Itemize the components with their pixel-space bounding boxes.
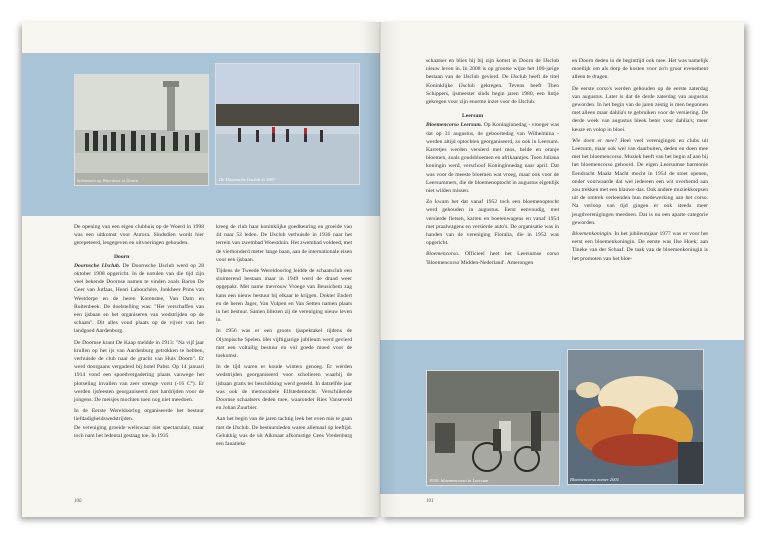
photo2-caption: De Doornsche IJsclub in 1997: [219, 177, 276, 182]
intro-paragraph: De opening van een eigen clubhuis op de Woerd in 1998 was een uitkomst voor Aurora. Sindsdien wordt hier gerepeteerd, lesgegeven en uitvoeringen gehouden.: [74, 224, 204, 247]
skating-historic-image: [75, 75, 208, 185]
right-page: [380, 22, 744, 517]
lead-wie-doen-mee: Wie doen er mee?: [572, 137, 618, 144]
bloemencorso-2001-image: [568, 350, 703, 484]
left-column-2: [216, 223, 352, 451]
photo-ijsclub-1997: [215, 63, 360, 185]
photo-bloemencorso-1930: [426, 370, 560, 486]
vereniging-paragraph: De vereniging groeide weliswaar niet spectaculair, maar toch nam het ledental gestaag toe. In 1935: [74, 424, 204, 439]
tachtig-paragraph: Aan het begin van de jaren tachtig leek het even mis te gaan met de IJsclub. De bestuursleden waren allemaal op leeftijd. Gelukkig was de uit Alkmaar afkomstige Cees Vredenburg een fanatieke: [216, 416, 352, 448]
lead-bloemencorso-leersum: Bloemencorso Leersum.: [426, 122, 483, 129]
photo-bloemencorso-2001: [567, 349, 704, 485]
kaap-paragraph: De Doornse krant De Kaap meldde in 1913: "Na vijf jaar krullen op het ijs van Aardenburg getrokken te hebben, verhuisde de club naar de gracht van Huis Doorn". Er werd doorgaans vergaderd bij hotel Pabst. Op 14 januari 1914 vond een spoedvergadering plaats vanwege het plotseling invallen van zeer strenge vorst (-16 C°). Er werden ijsfeesten georganiseerd met hardrijden voor de jongens. De meisjes mochten toen nog niet meedoen.: [74, 339, 204, 404]
doorn-paragraph: en Doorn deden in de beginttijd ook mee. Het was namelijk moeilijk om als dorp de kosten voor zo'n groot evenement alleen te dragen.: [572, 58, 708, 81]
photo1-caption: Schaatsen op Woerdens in Doorn: [77, 178, 139, 183]
left-column-1: [74, 223, 204, 443]
ww2-paragraph: Tijdens de Tweede Wereldoorlog leidde de schaatsclub een sluimerend bestaan maar in 1949 werd de draad weer opgepakt. Met name mevrouw Vroege van Beusichem zag kans een nieuw bestuur bij elkaar te krijgen. Dokter Endert en de heren Jager, Van Vulpen en Van Setten namen plaats in het bestuur. Samen bliezen zij de vereniging nieuw leven in.: [216, 268, 352, 324]
lead-bloemenkoningin: Bloemenkoningin.: [572, 231, 613, 238]
wereldoorlog-paragraph: In de Eerste Wereldoorlog organiseerde het bestuur liefdadigheidswedstrijden.: [74, 408, 204, 423]
wie-doen-mee-paragraph: [572, 137, 708, 227]
book-spread: [22, 22, 744, 517]
bloemencorso-1930-image: [427, 371, 559, 485]
photo3-caption: 1930: bloemencorso in Leersum: [429, 478, 489, 483]
officieel-text: Officieel heet het Leersumse corso 'Bloemencorso Midden-Nederland'. Amerongen: [426, 251, 559, 266]
page-number-right: 101: [426, 499, 434, 504]
photo-skating-historic: [74, 74, 209, 186]
lead-doornsche-ijsclub: Doornsche IJsclub.: [74, 262, 121, 269]
koninginnedag-paragraph: [426, 121, 559, 195]
augustus-paragraph: Zo kwam het dat vanaf 1952 toch een bloemenoptocht werd gehouden in augustus. Eerst eenvoudig, met versierde fietsen, karren en boerenwagens en vanaf 1954 met praalwagens en versierde auto's. De organisatie was in handen van de vereniging Floralia, die in 1952 was opgericht.: [426, 199, 559, 247]
koningin-paragraph: [572, 230, 708, 263]
ijsclub-text: De Doornsche IJsclub werd op 28 oktober 1908 opgericht. In de notulen van die tijd zijn veel bekende Doornse namen te vinden zoals Baron De Geer van Jutfaas, Henri Labouchère, Jonkheer Prins van Westdorpe en de heren Korenstee, Van Dam en Ruitenbeek. De doelstelling was: "Het verschaffen van een ijsbaan en het organiseren van wedstrijden op de schaats". Dit alles vond plaats op de vijver van het landgoed Aardenburg.: [74, 262, 204, 335]
section-heading-leersum: Leersum: [462, 113, 484, 120]
eerste-corso-paragraph: De eerste corso's werden gehouden op de eerste zaterdag van augustus. Later is dat de derde zaterdag van augustus geworden. In het begin van de jaren zestig is men begonnen met alleen maar dahlia's te gebruiken voor de versiering. De derde week van augustus bleek beter voor dahlia's; meer keuze en volop in bloei.: [572, 85, 708, 133]
right-column-1: [426, 57, 559, 270]
schaatser-paragraph: schaatser en blies hij bij zijn komst in Doorn de IJsclub nieuw leven in. In 2008 is op grootse wijze het 100-jarige bestaan van de IJsclub gevierd. De IJsclub heeft de titel Koninklijke IJsclub gekregen. Tevens heeft Theo Schippers, ijsmeester sinds begin jaren 1980, een lintje gekregen voor zijn enorme inzet voor de IJsclub.: [426, 58, 559, 106]
koninginnedag-text: Op Koninginnedag - vroeger was dat op 31 augustus, de geboortedag van Wilhelmina - werden altijd optochten georganiseerd, zo ook in Leersum. Karretjes werden versierd met mos, heide en oranje bloemen, zoals goudsbloemen en afrikaantjes. Toen Juliana koningin werd, verschoof Koninginnedag naar april. Dat was voor de meeste bloemen wat vroeg, maar ook voor de Leersummers, die de bloemenoptocht in augustus eigenlijk niet wilden missen.: [426, 122, 560, 195]
book-gutter: [362, 22, 398, 517]
ijsclub-1997-image: [216, 64, 359, 184]
left-page: [22, 22, 380, 517]
lead-bloemencorso: Bloemencorso.: [426, 251, 460, 258]
wie-doen-mee-text: Heel veel verenigingen en clubs uit Leersum, maar ook wel van daarbuiten, deden en doen mee met het bloemencorso. Muziek heeft van het begin af aan bij het bloemencorso gehoord. De eigen Leersumse harmonie Eendracht Maakt Macht mocht in 1954 de stoet openen, onder voorwaarde dat wel iedereen een wit overhemd aan zou trekken met een blauwe das. Ook andere muziekkorpsen uit de omtrek verleenden hun medewerking aan het corso. Na verloop van tijd gingen er ook steeds meer jeugdverenigingen meedoen. Dat is nu een aparte categorie geworden.: [572, 137, 708, 226]
section-heading-doorn: Doorn: [114, 253, 130, 260]
koningin-text: In het jubileumjaar 1977 was er voor het eerst een bloemenkoningin. De eerste was Ilse Hoek; aan Tineke van der Schaaf. De taak van de bloemenkoningin is het promoten van het bloe-: [572, 231, 708, 262]
winters-paragraph: In de tijd waren er koude winters genoeg. Er werden wedstrijden georganiseerd voor scholieren waarbij de ijsbaan gratis ter beschikking werd gesteld. In datzelfde jaar was ook de memorabele Elfstedentocht. Verschillende Doornse schaatsers deden mee, waaronder Ries Vanseveld en Johan Zuurbier.: [216, 364, 352, 412]
olympic-paragraph: In 1956 was er een groots ijsspektakel tijdens de Olympische Spelen. Het vijftigjarige jubileum werd gevierd met een voltallig bestuur en vol goede moed voor de toekomst.: [216, 328, 352, 360]
right-column-2: [572, 57, 708, 266]
photo4-caption: Bloemencorso zomer 2001: [570, 477, 619, 482]
kg-paragraph: kreeg de club haar koninklijke goedkeuring en groeide van 44 naar 52 leden. De IJsclub verhuisde in 1936 naar het terrein van zwembad Woestduin. Het zwembad voldeed, met de vierhonderd meter lange baan, aan de internationale eisen voor een ijsbaan.: [216, 224, 352, 263]
officieel-paragraph: [426, 250, 559, 266]
ijsclub-paragraph: [74, 262, 204, 336]
page-number-left: 100: [74, 499, 82, 504]
